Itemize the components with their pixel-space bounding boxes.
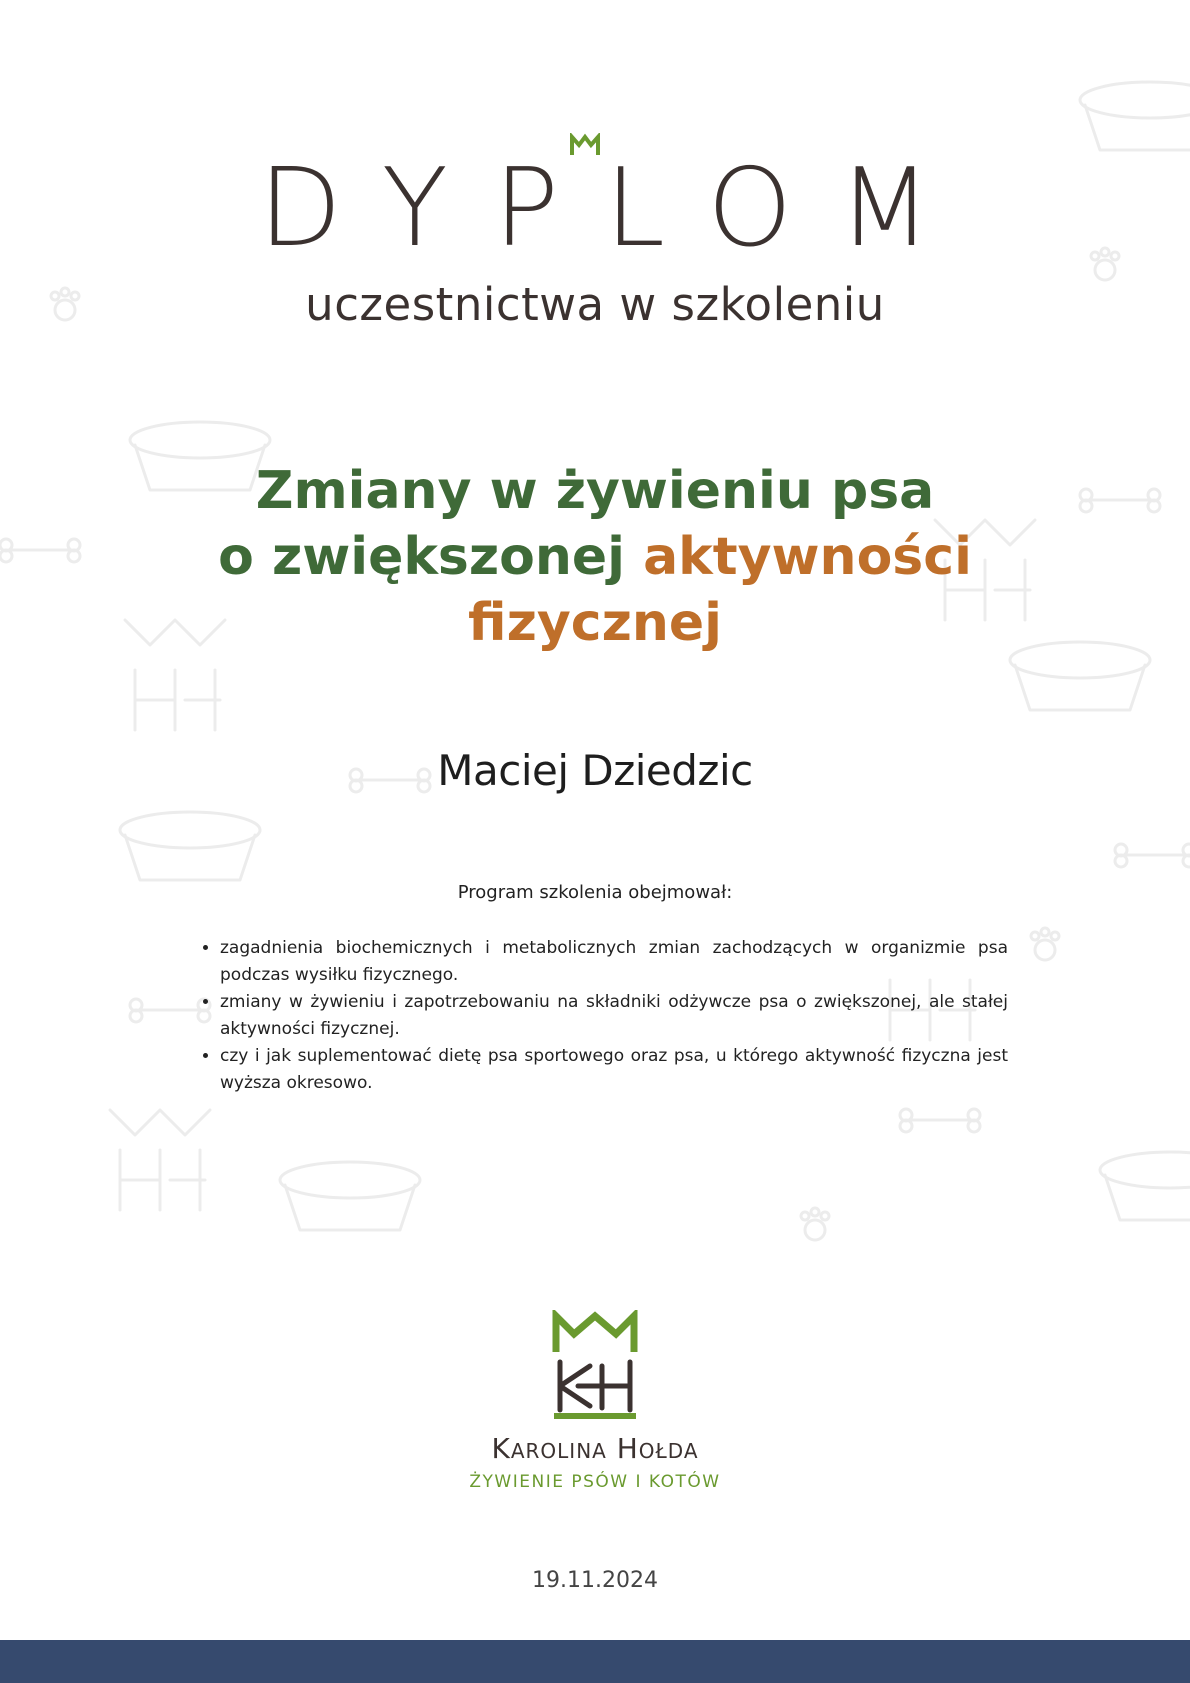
dog-bowl-icon bbox=[1010, 642, 1150, 710]
course-title-line3: fizycznej bbox=[468, 593, 722, 653]
course-title-line2 bbox=[180, 524, 1010, 590]
paw-icon bbox=[1031, 928, 1059, 960]
kh-watermark-icon bbox=[110, 1110, 210, 1210]
dog-bowl-icon bbox=[1080, 82, 1190, 150]
dog-bowl-icon bbox=[120, 812, 260, 880]
diploma-subtitle: uczestnictwa w szkoleniu bbox=[305, 278, 885, 331]
bone-icon bbox=[1115, 844, 1190, 867]
paw-icon bbox=[801, 1208, 829, 1240]
issue-date: 19.11.2024 bbox=[532, 1568, 658, 1593]
bone-icon bbox=[1080, 489, 1160, 512]
course-title-line2-part1: o zwiększonej bbox=[218, 527, 644, 587]
list-item: • zagadnienia biochemicznych i metabolicznych zmian zachodzących w organizmie psa podczas wysiłku fizycznego. bbox=[220, 935, 1008, 989]
list-item: • czy i jak suplementować dietę psa sportowego oraz psa, u którego aktywność fizyczna jest wyższa okresowo. bbox=[220, 1043, 1008, 1097]
dog-bowl-icon bbox=[1100, 1152, 1190, 1220]
participant-name: Maciej Dziedzic bbox=[437, 746, 753, 795]
brand-name: Karolina Hołda bbox=[491, 1432, 699, 1465]
diploma-title: DYPLOM bbox=[258, 146, 978, 271]
course-title-accent: aktywności bbox=[643, 527, 972, 587]
course-title-line1: Zmiany w żywieniu psa bbox=[255, 461, 935, 521]
dog-bowl-icon bbox=[280, 1162, 420, 1230]
program-heading: Program szkolenia obejmował: bbox=[457, 882, 733, 903]
bone-icon bbox=[0, 539, 80, 562]
crown-kh-logo-icon bbox=[550, 1310, 640, 1420]
footer-bar bbox=[0, 1640, 1190, 1683]
brand-tagline: ŻYWIENIE PSÓW I KOTÓW bbox=[469, 1472, 721, 1492]
program-list bbox=[198, 935, 1008, 1097]
course-title bbox=[180, 458, 1010, 656]
list-item: • zmiany w żywieniu i zapotrzebowaniu na składniki odżywcze psa o zwiększonej, ale stałej aktywności fizycznej. bbox=[220, 989, 1008, 1043]
bone-icon bbox=[900, 1109, 980, 1132]
